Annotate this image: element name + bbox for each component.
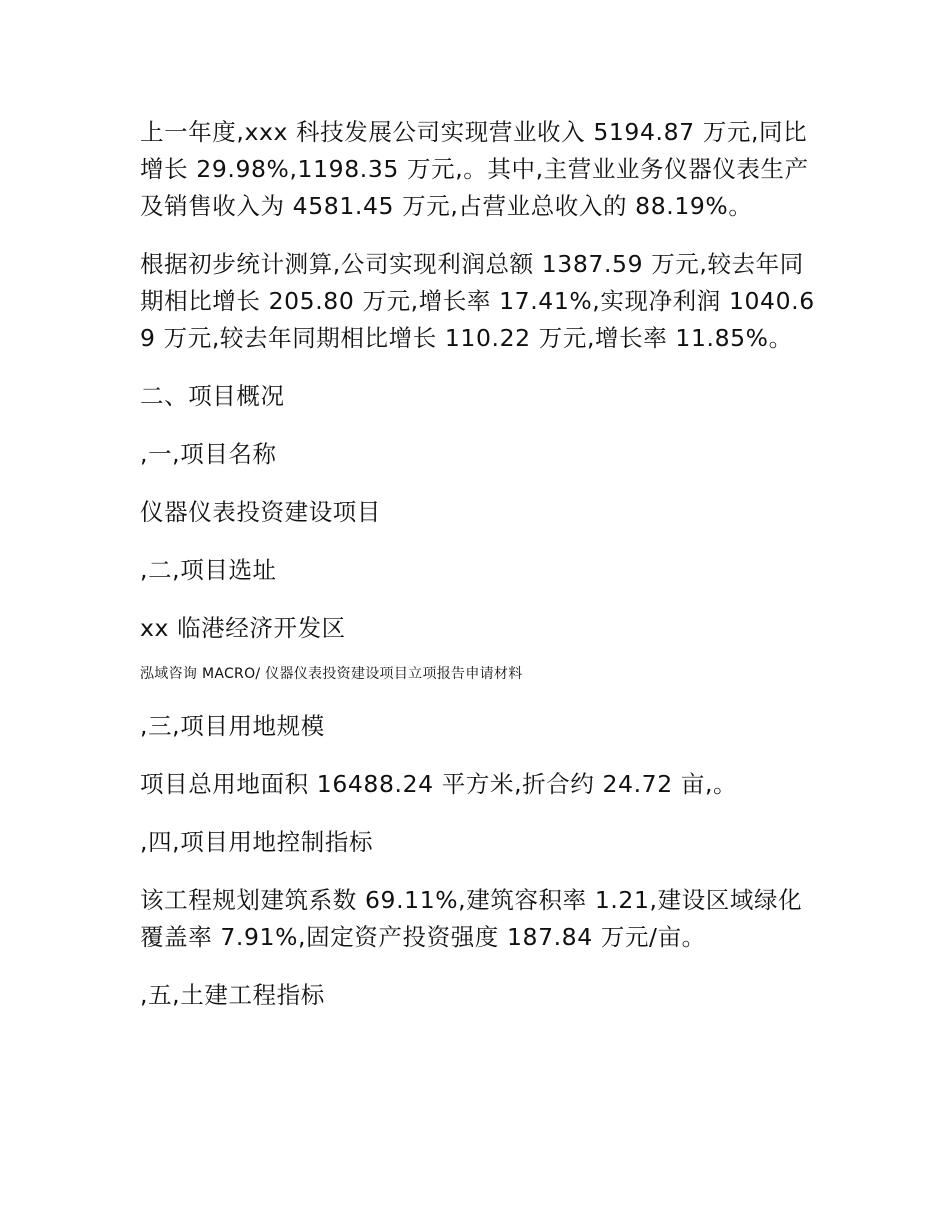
project-site-heading: ,二,项目选址 [140,556,277,584]
civil-engineering-heading: ,五,土建工程指标 [140,981,325,1009]
project-name-text: 仪器仪表投资建设项目 [140,498,381,526]
section-title: 二、项目概况 [140,382,285,410]
land-scale-text: 项目总用地面积 16488.24 平方米,折合约 24.72 亩,。 [140,770,738,798]
running-footer: 泓域咨询 MACRO/ 仪器仪表投资建设项目立项报告申请材料 [140,666,523,682]
document-page [140,114,820,1035]
project-site-text: xx 临港经济开发区 [140,614,346,642]
project-name-heading: ,一,项目名称 [140,440,277,468]
land-control-heading: ,四,项目用地控制指标 [140,828,374,856]
profit-paragraph: 根据初步统计测算,公司实现利润总额 1387.59 万元,较去年同期相比增长 205.80 万元,增长率 17.41%,实现净利润 1040.69 万元,较去年同期相比增长 110.22 万元,增长率 11.85%。 [140,250,815,352]
land-control-text: 该工程规划建筑系数 69.11%,建筑容积率 1.21,建设区域绿化覆盖率 7.91%,固定资产投资强度 187.84 万元/亩。 [140,886,803,951]
revenue-paragraph: 上一年度,xxx 科技发展公司实现营业收入 5194.87 万元,同比增长 29.98%,1198.35 万元,。其中,主营业业务仪器仪表生产及销售收入为 4581.45 万元,占营业总收入的 88.19%。 [140,118,809,220]
land-scale-heading: ,三,项目用地规模 [140,712,325,740]
